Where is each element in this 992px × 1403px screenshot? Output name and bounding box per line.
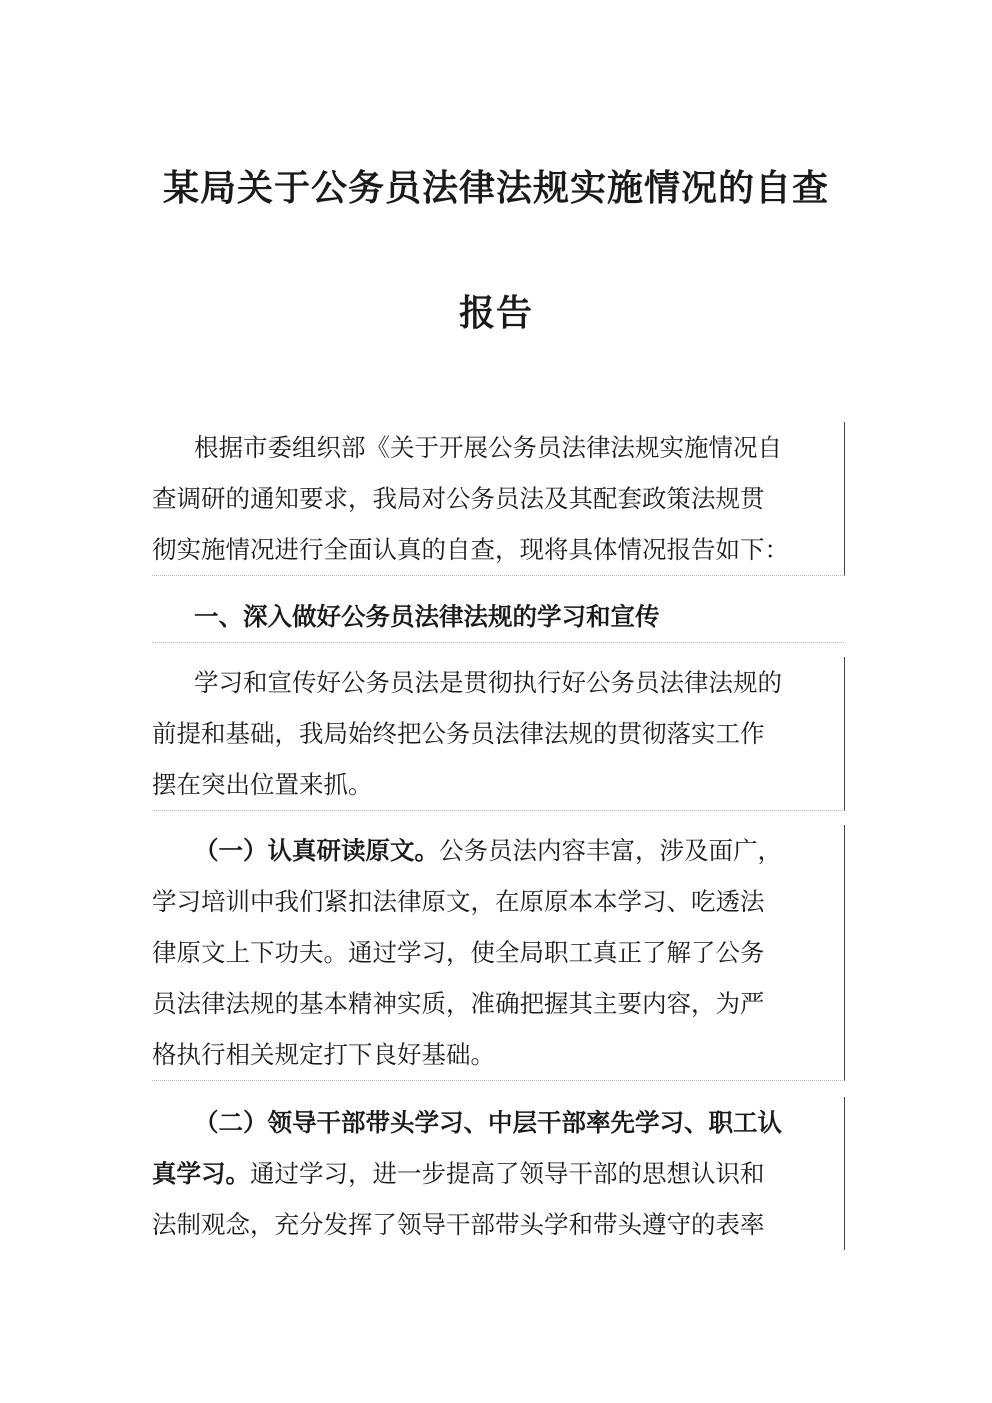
document-title-line-2: 报告 (458, 292, 533, 334)
item-2-bold-line: （二）领导干部带头学习、中层干部率先学习、职工认 (194, 1108, 782, 1137)
item-1-line-rest: 公务员法内容丰富，涉及面广， (439, 836, 782, 865)
section-1-line: 前提和基础，我局始终把公务员法律法规的贯彻落实工作 (152, 719, 765, 748)
intro-line: 彻实施情况进行全面认真的自查，现将具体情况报告如下： (152, 535, 789, 564)
intro-line: 根据市委组织部《关于开展公务员法律法规实施情况自 (194, 433, 782, 462)
intro-line: 查调研的通知要求，我局对公务员法及其配套政策法规贯 (152, 484, 765, 513)
item-2-bold-lead: 真学习。 (152, 1159, 250, 1188)
item-1-line: 员法律法规的基本精神实质，准确把握其主要内容，为严 (152, 989, 765, 1018)
item-1-line: 格执行相关规定打下良好基础。 (152, 1040, 495, 1069)
item-1-line (152, 825, 844, 876)
section-1-heading: 一、深入做好公务员法律法规的学习和宣传 (152, 591, 844, 643)
document-title-line-1: 某局关于公务员法律法规实施情况的自查 (162, 167, 829, 209)
item-2-line-rest: 通过学习，进一步提高了领导干部的思想认识和 (250, 1159, 765, 1188)
section-1-line: 摆在突出位置来抓。 (152, 770, 373, 799)
item-1-line: 律原文上下功夫。通过学习，使全局职工真正了解了公务 (152, 938, 765, 967)
intro-paragraph (152, 422, 845, 576)
item-1-line: 学习培训中我们紧扣法律原文，在原原本本学习、吃透法 (152, 887, 765, 916)
item-2-line (152, 1148, 844, 1199)
section-1-paragraph (152, 657, 845, 811)
item-1-bold-lead: （一）认真研读原文。 (194, 836, 439, 865)
item-2-paragraph (152, 1097, 845, 1250)
section-1-line: 学习和宣传好公务员法是贯彻执行好公务员法律法规的 (194, 668, 782, 697)
item-1-paragraph (152, 825, 845, 1081)
item-2-line: 法制观念，充分发挥了领导干部带头学和带头遵守的表率 (152, 1210, 765, 1239)
